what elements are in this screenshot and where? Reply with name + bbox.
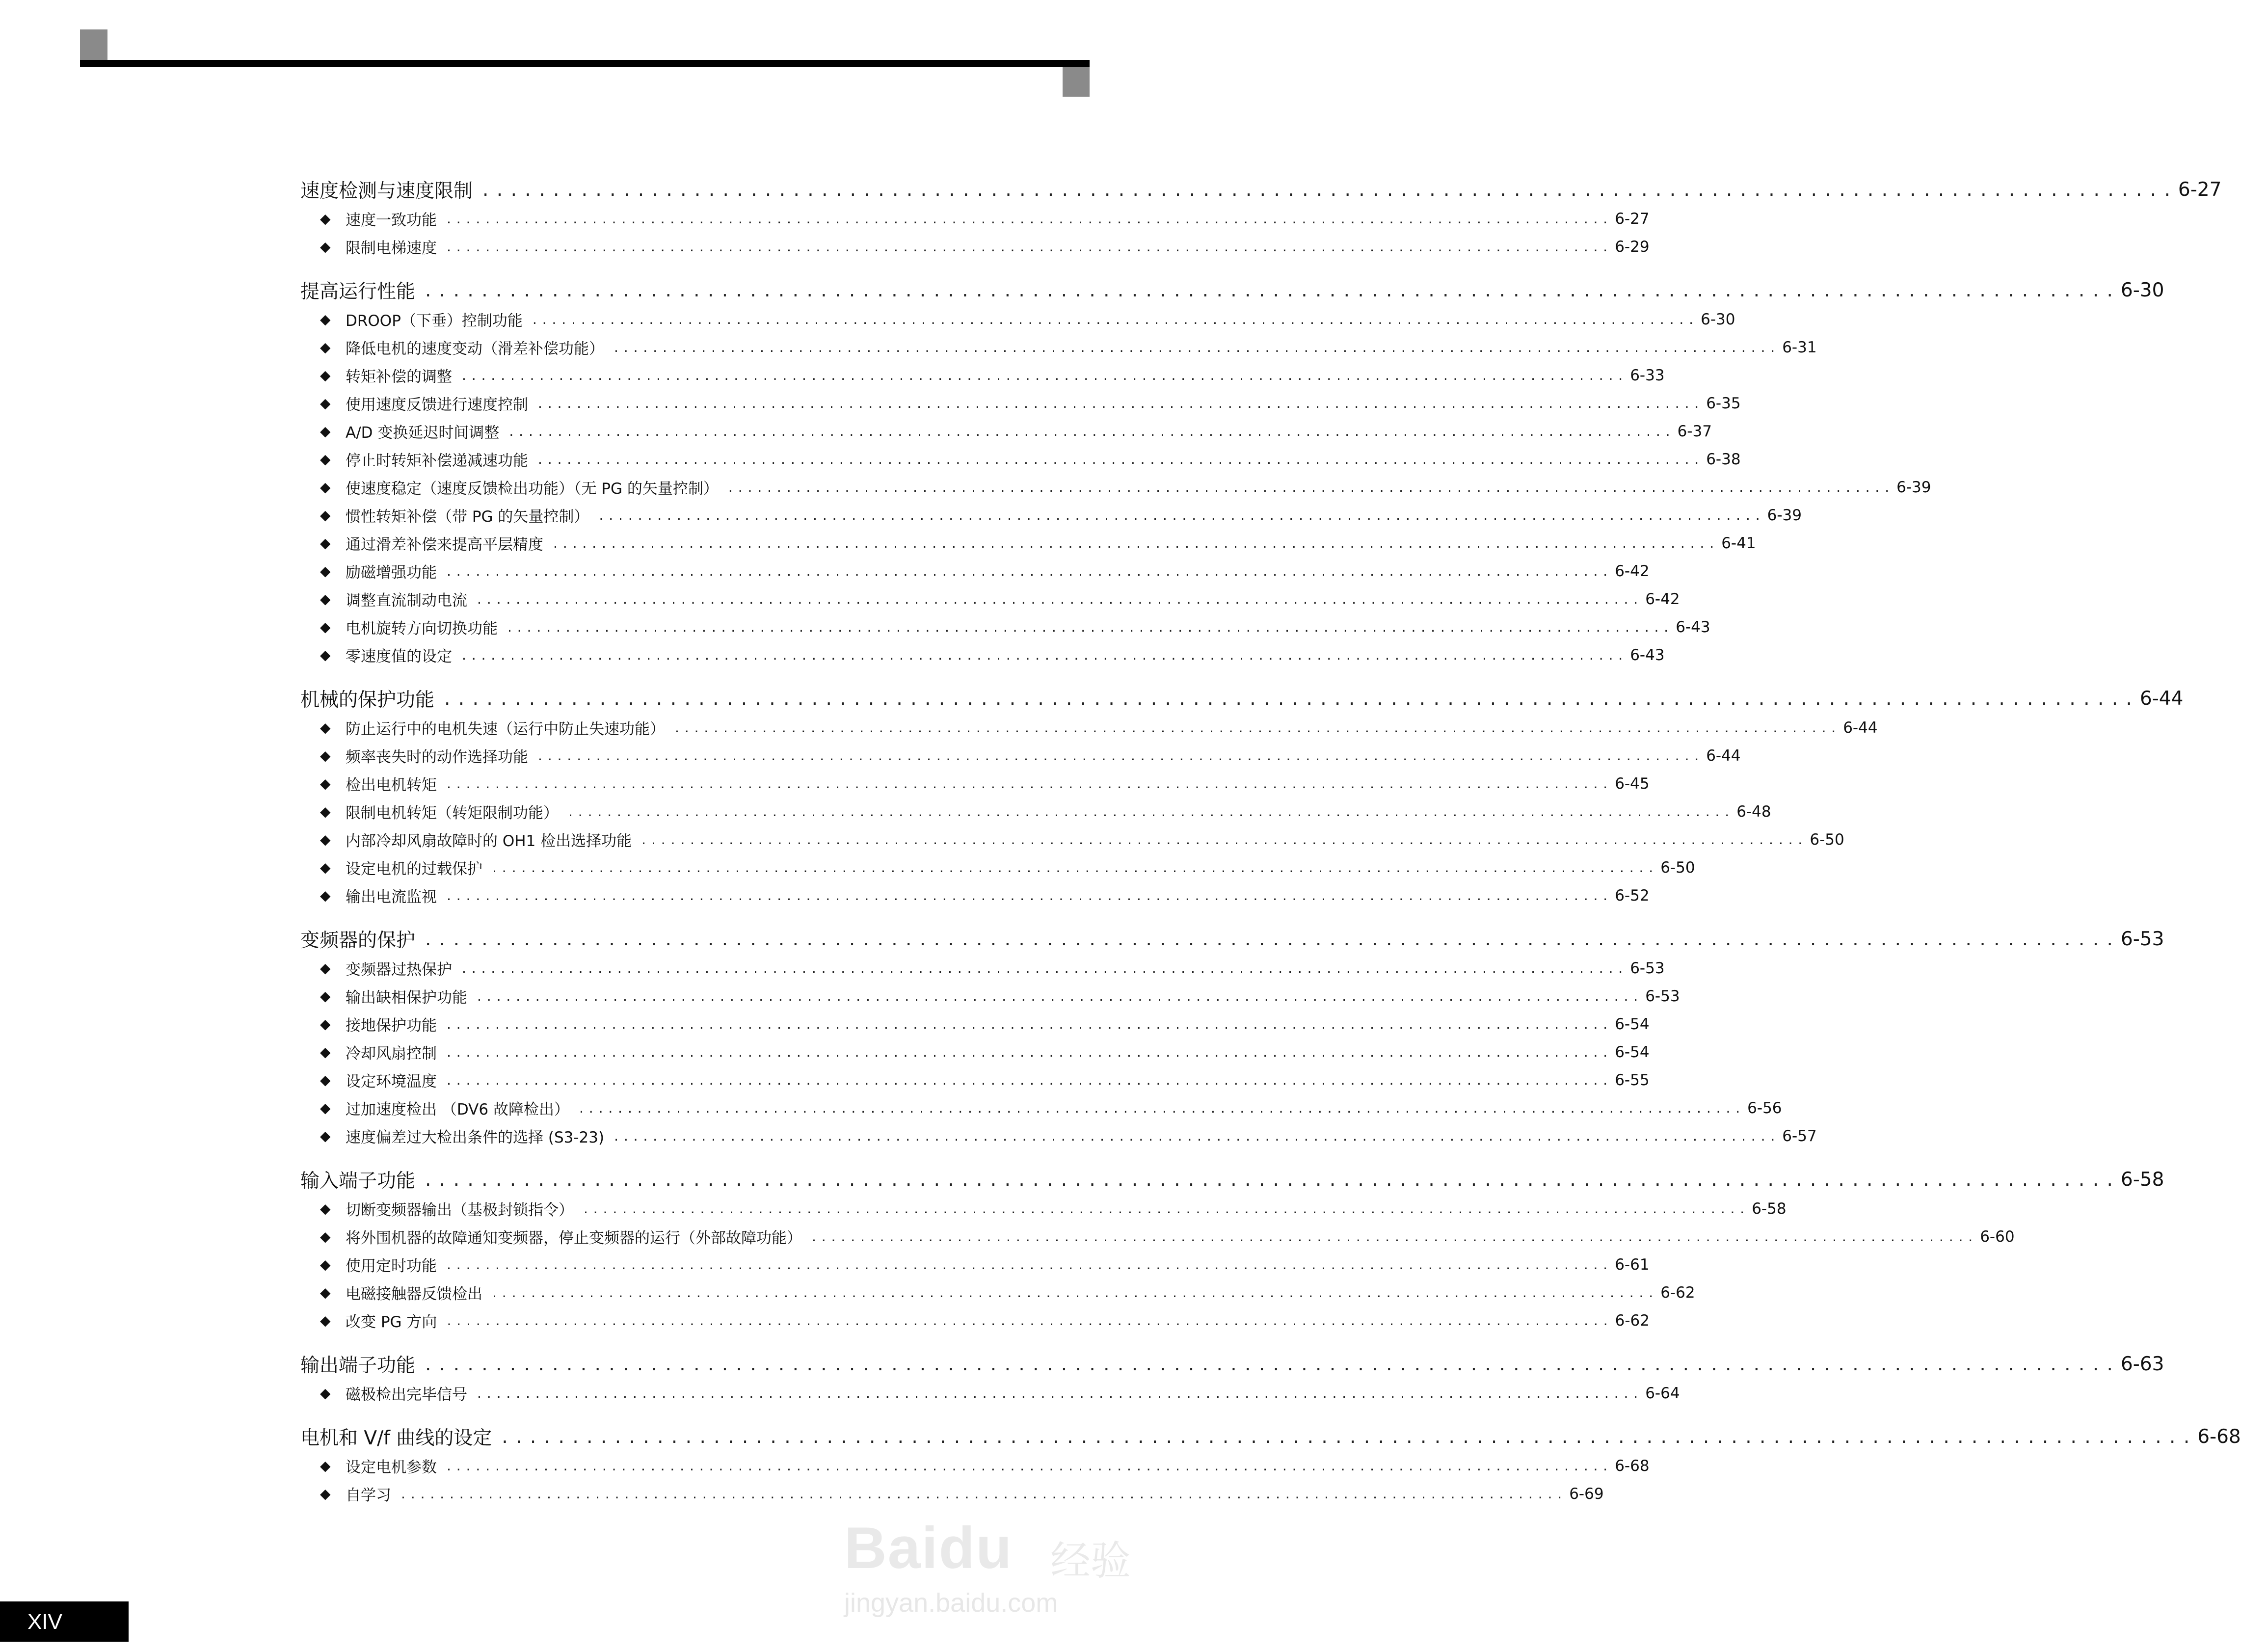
toc-entry[interactable]: [300, 1279, 1695, 1306]
toc-entry-page: 6-48: [1736, 802, 1771, 821]
diamond-bullet-icon: ◆: [320, 1200, 331, 1217]
toc-entry-title: 磁极检出完毕信号: [346, 1386, 467, 1404]
toc-leader-dots: . . . . . . . . . . . . . . . . . . . . . . . . . . . . . . . . . . . . . . . . . . . . . . . . . . . . . . . . . . . . . . . . . . . . . . . . . . . . . . . . . . . . . . . . . . . . . . . . . . . . . . . . . . . . . . . . . . . . . . . .: [492, 859, 1654, 876]
toc-entry-page: 6-57: [1782, 1127, 1817, 1145]
toc-leader-dots: . . . . . . . . . . . . . . . . . . . . . . . . . . . . . . . . . . . . . . . . . . . . . . . . . . . . . . . . . . . . . . . . . . . . . . . . . . . . . . . . . . . . . . . . . . . . . . . . . . . . . . . . . . . . . . . . . . . . . . . .: [447, 887, 1608, 904]
toc-section[interactable]: [300, 924, 2164, 954]
toc-leader-dots: . . . . . . . . . . . . . . . . . . . . . . . . . . . . . . . . . . . . . . . . . . . . . . . . . . . . . . . . . . . . . . . . . . . . . . . . . . . . . . . . . . . . . . . . . . . . . . . . . . . . . . . . . . . . . . . . . . . . . . . .: [507, 619, 1669, 635]
toc-entry-page: 6-35: [1706, 394, 1741, 412]
toc-section-title: 变频器的保护: [300, 930, 416, 952]
toc-entry-title: 使速度稳定（速度反馈检出功能）（无 PG 的矢量控制）: [346, 480, 719, 498]
header-rule: [80, 60, 1090, 67]
toc-leader-dots: . . . . . . . . . . . . . . . . . . . . . . . . . . . . . . . . . . . . . . . . . . . . . . . . . . . . . . . . . . . . . . . . . . . . . . . . . . . . . . . . . . . . . . . . . . . . . . . . . . . . . . . . . . . . . . . . . . . . . . . .: [425, 1353, 2114, 1375]
toc-leader-dots: . . . . . . . . . . . . . . . . . . . . . . . . . . . . . . . . . . . . . . . . . . . . . . . . . . . . . . . . . . . . . . . . . . . . . . . . . . . . . . . . . . . . . . . . . . . . . . . . . . . . . . . . . . . . . . . . . . . . . . . .: [477, 1385, 1639, 1401]
header-marker-right: [1063, 67, 1090, 97]
toc-entry[interactable]: [300, 1223, 2015, 1251]
toc-entry-title: A/D 变换延迟时间调整: [346, 424, 500, 442]
toc-entry[interactable]: [300, 982, 1680, 1010]
toc-entry[interactable]: [300, 1251, 1650, 1279]
toc-entry-title: 切断变频器输出（基极封锁指令）: [346, 1201, 574, 1219]
toc-entry[interactable]: [300, 529, 1756, 557]
diamond-bullet-icon: ◆: [320, 775, 331, 792]
diamond-bullet-icon: ◆: [320, 479, 331, 495]
toc-section[interactable]: [300, 1421, 2241, 1452]
toc-entry[interactable]: [300, 714, 1878, 742]
toc-entry[interactable]: [300, 954, 1665, 982]
toc-entry-page: 6-52: [1615, 886, 1650, 905]
toc-section-title: 输出端子功能: [300, 1355, 416, 1377]
toc-entry-page: 6-68: [1615, 1457, 1650, 1475]
watermark-logo: Baidu: [844, 1515, 1013, 1581]
toc-entry-page: 6-44: [1706, 746, 1741, 765]
toc-section-page: 6-44: [2139, 687, 2184, 710]
toc-section[interactable]: [300, 174, 2222, 205]
diamond-bullet-icon: ◆: [320, 1312, 331, 1329]
toc-entry-title: 限制电梯速度: [346, 240, 437, 257]
toc-leader-dots: . . . . . . . . . . . . . . . . . . . . . . . . . . . . . . . . . . . . . . . . . . . . . . . . . . . . . . . . . . . . . . . . . . . . . . . . . . . . . . . . . . . . . . . . . . . . . . . . . . . . . . . . . . . . . . . . . . . . . . . .: [538, 747, 1700, 764]
diamond-bullet-icon: ◆: [320, 311, 331, 327]
toc-entry-page: 6-42: [1615, 562, 1650, 580]
toc-section-page: 6-63: [2120, 1353, 2164, 1375]
diamond-bullet-icon: ◆: [320, 534, 331, 551]
toc-entry-page: 6-31: [1782, 338, 1817, 356]
toc-entry[interactable]: [300, 1010, 1650, 1038]
toc-leader-dots: . . . . . . . . . . . . . . . . . . . . . . . . . . . . . . . . . . . . . . . . . . . . . . . . . . . . . . . . . . . . . . . . . . . . . . . . . . . . . . . . . . . . . . . . . . . . . . . . . . . . . . . . . . . . . . . . . . . . . . . .: [641, 831, 1803, 848]
diamond-bullet-icon: ◆: [320, 1284, 331, 1301]
toc-section-title: 速度检测与速度限制: [300, 180, 473, 202]
toc-entry[interactable]: [300, 853, 1695, 881]
diamond-bullet-icon: ◆: [320, 506, 331, 523]
toc-leader-dots: . . . . . . . . . . . . . . . . . . . . . . . . . . . . . . . . . . . . . . . . . . . . . . . . . . . . . . . . . . . . . . . . . . . . . . . . . . . . . . . . . . . . . . . . . . . . . . . . . . . . . . . . . . . . . . . . . . . . . . . .: [614, 339, 1776, 355]
diamond-bullet-icon: ◆: [320, 803, 331, 820]
diamond-bullet-icon: ◆: [320, 423, 331, 439]
toc-leader-dots: . . . . . . . . . . . . . . . . . . . . . . . . . . . . . . . . . . . . . . . . . . . . . . . . . . . . . . . . . . . . . . . . . . . . . . . . . . . . . . . . . . . . . . . . . . . . . . . . . . . . . . . . . . . . . . . . . . . . . . . .: [553, 535, 1715, 551]
toc-leader-dots: . . . . . . . . . . . . . . . . . . . . . . . . . . . . . . . . . . . . . . . . . . . . . . . . . . . . . . . . . . . . . . . . . . . . . . . . . . . . . . . . . . . . . . . . . . . . . . . . . . . . . . . . . . . . . . . . . . . . . . . .: [492, 1284, 1654, 1301]
diamond-bullet-icon: ◆: [320, 395, 331, 411]
toc-leader-dots: . . . . . . . . . . . . . . . . . . . . . . . . . . . . . . . . . . . . . . . . . . . . . . . . . . . . . . . . . . . . . . . . . . . . . . . . . . . . . . . . . . . . . . . . . . . . . . . . . . . . . . . . . . . . . . . . . . . . . . . .: [444, 687, 2133, 710]
toc-entry[interactable]: [300, 233, 1650, 261]
toc-entry-page: 6-64: [1645, 1384, 1680, 1402]
toc-entry-page: 6-45: [1615, 774, 1650, 793]
toc-entry-page: 6-56: [1747, 1099, 1782, 1117]
toc-entry[interactable]: [300, 1379, 1680, 1407]
toc-entry-title: 将外围机器的故障通知变频器，停止变频器的运行（外部故障功能）: [346, 1229, 802, 1247]
toc-leader-dots: . . . . . . . . . . . . . . . . . . . . . . . . . . . . . . . . . . . . . . . . . . . . . . . . . . . . . . . . . . . . . . . . . . . . . . . . . . . . . . . . . . . . . . . . . . . . . . . . . . . . . . . . . . . . . . . . . . . . . . . .: [477, 591, 1639, 607]
toc-leader-dots: . . . . . . . . . . . . . . . . . . . . . . . . . . . . . . . . . . . . . . . . . . . . . . . . . . . . . . . . . . . . . . . . . . . . . . . . . . . . . . . . . . . . . . . . . . . . . . . . . . . . . . . . . . . . . . . . . . . . . . . .: [509, 423, 1671, 439]
toc-entry-title: 内部冷却风扇故障时的 OH1 检出选择功能: [346, 832, 632, 850]
watermark: [844, 1514, 1131, 1618]
diamond-bullet-icon: ◆: [320, 1256, 331, 1273]
toc-section-title: 机械的保护功能: [300, 689, 435, 711]
toc-section-title: 电机和 V/f 曲线的设定: [300, 1427, 492, 1449]
toc-entry-title: 变频器过热保护: [346, 961, 452, 979]
toc-entry-title: 电磁接触器反馈检出: [346, 1285, 482, 1303]
toc-entry[interactable]: [300, 305, 1735, 333]
toc-section[interactable]: [300, 683, 2184, 714]
toc-entry-page: 6-53: [1645, 987, 1680, 1005]
toc-entry-title: 励磁增强功能: [346, 564, 437, 582]
diamond-bullet-icon: ◆: [320, 367, 331, 383]
diamond-bullet-icon: ◆: [320, 1228, 331, 1245]
toc-leader-dots: . . . . . . . . . . . . . . . . . . . . . . . . . . . . . . . . . . . . . . . . . . . . . . . . . . . . . . . . . . . . . . . . . . . . . . . . . . . . . . . . . . . . . . . . . . . . . . . . . . . . . . . . . . . . . . . . . . . . . . . .: [568, 803, 1730, 820]
toc-leader-dots: . . . . . . . . . . . . . . . . . . . . . . . . . . . . . . . . . . . . . . . . . . . . . . . . . . . . . . . . . . . . . . . . . . . . . . . . . . . . . . . . . . . . . . . . . . . . . . . . . . . . . . . . . . . . . . . . . . . . . . . .: [812, 1228, 1974, 1245]
toc-entry-title: 零速度值的设定: [346, 648, 452, 666]
toc-entry[interactable]: [300, 361, 1665, 389]
toc-entry-page: 6-50: [1810, 830, 1844, 849]
toc-entry-title: 速度偏差过大检出条件的选择 (S3-23): [346, 1129, 605, 1146]
toc-entry-title: 改变 PG 方向: [346, 1313, 437, 1331]
toc-entry-page: 6-60: [1980, 1227, 2015, 1246]
toc-entry[interactable]: [300, 333, 1817, 361]
toc-entry[interactable]: [300, 1038, 1650, 1066]
diamond-bullet-icon: ◆: [320, 1457, 331, 1474]
toc-entry-title: 速度一致功能: [346, 212, 437, 229]
toc-leader-dots: . . . . . . . . . . . . . . . . . . . . . . . . . . . . . . . . . . . . . . . . . . . . . . . . . . . . . . . . . . . . . . . . . . . . . . . . . . . . . . . . . . . . . . . . . . . . . . . . . . . . . . . . . . . . . . . . . . . . . . . .: [462, 647, 1624, 663]
diamond-bullet-icon: ◆: [320, 1385, 331, 1401]
toc-leader-dots: . . . . . . . . . . . . . . . . . . . . . . . . . . . . . . . . . . . . . . . . . . . . . . . . . . . . . . . . . . . . . . . . . . . . . . . . . . . . . . . . . . . . . . . . . . . . . . . . . . . . . . . . . . . . . . . . . . . . . . . .: [447, 1044, 1608, 1060]
toc-entry-title: 输出电流监视: [346, 888, 437, 906]
toc-section-page: 6-53: [2120, 928, 2164, 950]
diamond-bullet-icon: ◆: [320, 210, 331, 227]
toc-entry[interactable]: [300, 473, 1931, 501]
toc-leader-dots: . . . . . . . . . . . . . . . . . . . . . . . . . . . . . . . . . . . . . . . . . . . . . . . . . . . . . . . . . . . . . . . . . . . . . . . . . . . . . . . . . . . . . . . . . . . . . . . . . . . . . . . . . . . . . . . . . . . . . . . .: [728, 479, 1890, 495]
toc-entry[interactable]: [300, 742, 1741, 770]
diamond-bullet-icon: ◆: [320, 719, 331, 736]
toc-entry[interactable]: [300, 641, 1665, 669]
toc-entry-page: 6-41: [1721, 534, 1756, 552]
diamond-bullet-icon: ◆: [320, 831, 331, 848]
diamond-bullet-icon: ◆: [320, 959, 331, 976]
diamond-bullet-icon: ◆: [320, 1099, 331, 1116]
toc-entry-title: 自学习: [346, 1487, 391, 1504]
toc-entry-page: 6-39: [1767, 506, 1802, 524]
toc-leader-dots: . . . . . . . . . . . . . . . . . . . . . . . . . . . . . . . . . . . . . . . . . . . . . . . . . . . . . . . . . . . . . . . . . . . . . . . . . . . . . . . . . . . . . . . . . . . . . . . . . . . . . . . . . . . . . . . . . . . . . . . .: [447, 1256, 1608, 1273]
diamond-bullet-icon: ◆: [320, 339, 331, 355]
diamond-bullet-icon: ◆: [320, 1015, 331, 1032]
toc-entry-title: 输出缺相保护功能: [346, 989, 467, 1007]
diamond-bullet-icon: ◆: [320, 1485, 331, 1502]
toc-entry-title: 冷却风扇控制: [346, 1045, 437, 1063]
toc-section[interactable]: [300, 1164, 2164, 1195]
toc-leader-dots: . . . . . . . . . . . . . . . . . . . . . . . . . . . . . . . . . . . . . . . . . . . . . . . . . . . . . . . . . . . . . . . . . . . . . . . . . . . . . . . . . . . . . . . . . . . . . . . . . . . . . . . . . . . . . . . . . . . . . . . .: [477, 988, 1639, 1004]
diamond-bullet-icon: ◆: [320, 747, 331, 764]
toc-leader-dots: . . . . . . . . . . . . . . . . . . . . . . . . . . . . . . . . . . . . . . . . . . . . . . . . . . . . . . . . . . . . . . . . . . . . . . . . . . . . . . . . . . . . . . . . . . . . . . . . . . . . . . . . . . . . . . . . . . . . . . . .: [584, 1200, 1745, 1217]
toc-leader-dots: . . . . . . . . . . . . . . . . . . . . . . . . . . . . . . . . . . . . . . . . . . . . . . . . . . . . . . . . . . . . . . . . . . . . . . . . . . . . . . . . . . . . . . . . . . . . . . . . . . . . . . . . . . . . . . . . . . . . . . . .: [502, 1425, 2191, 1448]
toc-section-page: 6-27: [2178, 178, 2222, 201]
toc-entry[interactable]: [300, 557, 1650, 585]
toc-entry-title: 限制电机转矩（转矩限制功能）: [346, 804, 559, 822]
toc-leader-dots: . . . . . . . . . . . . . . . . . . . . . . . . . . . . . . . . . . . . . . . . . . . . . . . . . . . . . . . . . . . . . . . . . . . . . . . . . . . . . . . . . . . . . . . . . . . . . . . . . . . . . . . . . . . . . . . . . . . . . . . .: [447, 1312, 1608, 1329]
diamond-bullet-icon: ◆: [320, 590, 331, 607]
toc-leader-dots: . . . . . . . . . . . . . . . . . . . . . . . . . . . . . . . . . . . . . . . . . . . . . . . . . . . . . . . . . . . . . . . . . . . . . . . . . . . . . . . . . . . . . . . . . . . . . . . . . . . . . . . . . . . . . . . . . . . . . . . .: [538, 451, 1700, 467]
diamond-bullet-icon: ◆: [320, 646, 331, 663]
toc-leader-dots: . . . . . . . . . . . . . . . . . . . . . . . . . . . . . . . . . . . . . . . . . . . . . . . . . . . . . . . . . . . . . . . . . . . . . . . . . . . . . . . . . . . . . . . . . . . . . . . . . . . . . . . . . . . . . . . . . . . . . . . .: [675, 719, 1837, 736]
toc-section-title: 提高运行性能: [300, 281, 416, 303]
toc-entry-title: DROOP（下垂）控制功能: [346, 312, 523, 330]
toc-entry-page: 6-38: [1706, 450, 1741, 468]
page-number: XIV: [27, 1610, 62, 1634]
toc-entry[interactable]: [300, 770, 1650, 798]
toc-entry-title: 设定电机参数: [346, 1459, 437, 1476]
toc-leader-dots: . . . . . . . . . . . . . . . . . . . . . . . . . . . . . . . . . . . . . . . . . . . . . . . . . . . . . . . . . . . . . . . . . . . . . . . . . . . . . . . . . . . . . . . . . . . . . . . . . . . . . . . . . . . . . . . . . . . . . . . .: [447, 1072, 1608, 1088]
diamond-bullet-icon: ◆: [320, 238, 331, 255]
toc-entry[interactable]: [300, 501, 1802, 529]
toc-entry-page: 6-43: [1676, 618, 1710, 636]
toc-entry-title: 使用定时功能: [346, 1257, 437, 1275]
toc-entry[interactable]: [300, 1480, 1604, 1508]
header-marker-left: [80, 29, 107, 60]
diamond-bullet-icon: ◆: [320, 859, 331, 876]
toc-section-page: 6-68: [2197, 1425, 2241, 1448]
toc-entry-page: 6-29: [1615, 238, 1650, 256]
toc-section-title: 输入端子功能: [300, 1170, 416, 1192]
toc-entry-page: 6-27: [1615, 210, 1650, 228]
toc-entry[interactable]: [300, 881, 1650, 909]
toc-leader-dots: . . . . . . . . . . . . . . . . . . . . . . . . . . . . . . . . . . . . . . . . . . . . . . . . . . . . . . . . . . . . . . . . . . . . . . . . . . . . . . . . . . . . . . . . . . . . . . . . . . . . . . . . . . . . . . . . . . . . . . . .: [462, 960, 1624, 976]
toc-entry-title: 降低电机的速度变动（滑差补偿功能）: [346, 340, 604, 358]
toc-entry[interactable]: [300, 1094, 1782, 1122]
toc-entry-page: 6-39: [1896, 478, 1931, 496]
toc-entry-page: 6-62: [1660, 1283, 1695, 1302]
toc-leader-dots: . . . . . . . . . . . . . . . . . . . . . . . . . . . . . . . . . . . . . . . . . . . . . . . . . . . . . . . . . . . . . . . . . . . . . . . . . . . . . . . . . . . . . . . . . . . . . . . . . . . . . . . . . . . . . . . . . . . . . . . .: [425, 928, 2114, 950]
toc-entry-title: 检出电机转矩: [346, 776, 437, 794]
toc-entry[interactable]: [300, 1306, 1650, 1334]
toc-entry-title: 转矩补偿的调整: [346, 368, 452, 386]
toc-leader-dots: . . . . . . . . . . . . . . . . . . . . . . . . . . . . . . . . . . . . . . . . . . . . . . . . . . . . . . . . . . . . . . . . . . . . . . . . . . . . . . . . . . . . . . . . . . . . . . . . . . . . . . . . . . . . . . . . . . . . . . . .: [538, 395, 1700, 411]
toc-entry-page: 6-58: [1752, 1199, 1787, 1218]
table-of-contents: [300, 174, 2241, 1508]
toc-leader-dots: . . . . . . . . . . . . . . . . . . . . . . . . . . . . . . . . . . . . . . . . . . . . . . . . . . . . . . . . . . . . . . . . . . . . . . . . . . . . . . . . . . . . . . . . . . . . . . . . . . . . . . . . . . . . . . . . . . . . . . . .: [447, 1458, 1608, 1474]
toc-entry[interactable]: [300, 1066, 1650, 1094]
toc-entry[interactable]: [300, 205, 1650, 233]
toc-leader-dots: . . . . . . . . . . . . . . . . . . . . . . . . . . . . . . . . . . . . . . . . . . . . . . . . . . . . . . . . . . . . . . . . . . . . . . . . . . . . . . . . . . . . . . . . . . . . . . . . . . . . . . . . . . . . . . . . . . . . . . . .: [462, 367, 1624, 383]
toc-entry-page: 6-33: [1630, 366, 1665, 384]
toc-entry-title: 防止运行中的电机失速（运行中防止失速功能）: [346, 720, 665, 738]
toc-section[interactable]: [300, 275, 2164, 305]
toc-leader-dots: . . . . . . . . . . . . . . . . . . . . . . . . . . . . . . . . . . . . . . . . . . . . . . . . . . . . . . . . . . . . . . . . . . . . . . . . . . . . . . . . . . . . . . . . . . . . . . . . . . . . . . . . . . . . . . . . . . . . . . . .: [447, 1016, 1608, 1032]
toc-entry[interactable]: [300, 798, 1771, 826]
toc-leader-dots: . . . . . . . . . . . . . . . . . . . . . . . . . . . . . . . . . . . . . . . . . . . . . . . . . . . . . . . . . . . . . . . . . . . . . . . . . . . . . . . . . . . . . . . . . . . . . . . . . . . . . . . . . . . . . . . . . . . . . . . .: [425, 1168, 2114, 1191]
toc-entry[interactable]: [300, 613, 1710, 641]
toc-entry-page: 6-43: [1630, 646, 1665, 664]
toc-entry-page: 6-37: [1677, 422, 1712, 440]
toc-leader-dots: . . . . . . . . . . . . . . . . . . . . . . . . . . . . . . . . . . . . . . . . . . . . . . . . . . . . . . . . . . . . . . . . . . . . . . . . . . . . . . . . . . . . . . . . . . . . . . . . . . . . . . . . . . . . . . . . . . . . . . . .: [614, 1128, 1776, 1144]
diamond-bullet-icon: ◆: [320, 562, 331, 579]
toc-section[interactable]: [300, 1349, 2164, 1379]
toc-entry-title: 电机旋转方向切换功能: [346, 620, 498, 638]
toc-leader-dots: . . . . . . . . . . . . . . . . . . . . . . . . . . . . . . . . . . . . . . . . . . . . . . . . . . . . . . . . . . . . . . . . . . . . . . . . . . . . . . . . . . . . . . . . . . . . . . . . . . . . . . . . . . . . . . . . . . . . . . . .: [447, 239, 1608, 255]
toc-entry-page: 6-54: [1615, 1043, 1650, 1061]
toc-entry-title: 使用速度反馈进行速度控制: [346, 396, 528, 414]
diamond-bullet-icon: ◆: [320, 1127, 331, 1144]
toc-entry-title: 过加速度检出 （DV6 故障检出）: [346, 1101, 569, 1119]
toc-entry-title: 停止时转矩补偿递减速功能: [346, 452, 528, 470]
toc-entry-title: 设定环境温度: [346, 1073, 437, 1091]
toc-leader-dots: . . . . . . . . . . . . . . . . . . . . . . . . . . . . . . . . . . . . . . . . . . . . . . . . . . . . . . . . . . . . . . . . . . . . . . . . . . . . . . . . . . . . . . . . . . . . . . . . . . . . . . . . . . . . . . . . . . . . . . . .: [532, 311, 1694, 327]
toc-entry-page: 6-50: [1660, 858, 1695, 877]
toc-entry-page: 6-61: [1615, 1255, 1650, 1274]
toc-entry[interactable]: [300, 417, 1712, 445]
diamond-bullet-icon: ◆: [320, 987, 331, 1004]
toc-entry[interactable]: [300, 826, 1844, 853]
toc-entry-page: 6-30: [1701, 310, 1735, 328]
toc-leader-dots: . . . . . . . . . . . . . . . . . . . . . . . . . . . . . . . . . . . . . . . . . . . . . . . . . . . . . . . . . . . . . . . . . . . . . . . . . . . . . . . . . . . . . . . . . . . . . . . . . . . . . . . . . . . . . . . . . . . . . . . .: [447, 563, 1608, 579]
toc-entry[interactable]: [300, 1195, 1787, 1223]
toc-entry-page: 6-53: [1630, 959, 1665, 977]
diamond-bullet-icon: ◆: [320, 1071, 331, 1088]
toc-leader-dots: . . . . . . . . . . . . . . . . . . . . . . . . . . . . . . . . . . . . . . . . . . . . . . . . . . . . . . . . . . . . . . . . . . . . . . . . . . . . . . . . . . . . . . . . . . . . . . . . . . . . . . . . . . . . . . . . . . . . . . . .: [447, 211, 1608, 227]
toc-leader-dots: . . . . . . . . . . . . . . . . . . . . . . . . . . . . . . . . . . . . . . . . . . . . . . . . . . . . . . . . . . . . . . . . . . . . . . . . . . . . . . . . . . . . . . . . . . . . . . . . . . . . . . . . . . . . . . . . . . . . . . . .: [599, 507, 1761, 523]
toc-entry-title: 调整直流制动电流: [346, 592, 467, 610]
toc-entry-page: 6-55: [1615, 1071, 1650, 1089]
toc-section-page: 6-30: [2120, 279, 2164, 301]
watermark-url: jingyan.baidu.com: [844, 1588, 1058, 1618]
diamond-bullet-icon: ◆: [320, 618, 331, 635]
toc-entry[interactable]: [300, 1122, 1817, 1150]
toc-leader-dots: . . . . . . . . . . . . . . . . . . . . . . . . . . . . . . . . . . . . . . . . . . . . . . . . . . . . . . . . . . . . . . . . . . . . . . . . . . . . . . . . . . . . . . . . . . . . . . . . . . . . . . . . . . . . . . . . . . . . . . . .: [401, 1486, 1563, 1502]
toc-entry-page: 6-42: [1645, 590, 1680, 608]
diamond-bullet-icon: ◆: [320, 1043, 331, 1060]
toc-entry-title: 频率丧失时的动作选择功能: [346, 748, 528, 766]
toc-entry-page: 6-44: [1843, 719, 1878, 737]
toc-leader-dots: . . . . . . . . . . . . . . . . . . . . . . . . . . . . . . . . . . . . . . . . . . . . . . . . . . . . . . . . . . . . . . . . . . . . . . . . . . . . . . . . . . . . . . . . . . . . . . . . . . . . . . . . . . . . . . . . . . . . . . . .: [482, 178, 2171, 201]
toc-entry[interactable]: [300, 1452, 1650, 1480]
toc-leader-dots: . . . . . . . . . . . . . . . . . . . . . . . . . . . . . . . . . . . . . . . . . . . . . . . . . . . . . . . . . . . . . . . . . . . . . . . . . . . . . . . . . . . . . . . . . . . . . . . . . . . . . . . . . . . . . . . . . . . . . . . .: [579, 1100, 1741, 1116]
toc-entry-page: 6-54: [1615, 1015, 1650, 1033]
toc-leader-dots: . . . . . . . . . . . . . . . . . . . . . . . . . . . . . . . . . . . . . . . . . . . . . . . . . . . . . . . . . . . . . . . . . . . . . . . . . . . . . . . . . . . . . . . . . . . . . . . . . . . . . . . . . . . . . . . . . . . . . . . .: [447, 775, 1608, 792]
toc-entry-title: 惯性转矩补偿（带 PG 的矢量控制）: [346, 508, 589, 526]
toc-entry[interactable]: [300, 445, 1741, 473]
toc-entry-title: 设定电机的过载保护: [346, 860, 482, 878]
watermark-logo-cn: 经验: [1050, 1539, 1131, 1583]
diamond-bullet-icon: ◆: [320, 887, 331, 904]
diamond-bullet-icon: ◆: [320, 451, 331, 467]
toc-entry-page: 6-62: [1615, 1311, 1650, 1330]
toc-entry-page: 6-69: [1569, 1485, 1604, 1503]
toc-leader-dots: . . . . . . . . . . . . . . . . . . . . . . . . . . . . . . . . . . . . . . . . . . . . . . . . . . . . . . . . . . . . . . . . . . . . . . . . . . . . . . . . . . . . . . . . . . . . . . . . . . . . . . . . . . . . . . . . . . . . . . . .: [425, 279, 2114, 301]
toc-entry[interactable]: [300, 389, 1741, 417]
toc-section-page: 6-58: [2120, 1168, 2164, 1191]
toc-entry[interactable]: [300, 585, 1680, 613]
toc-entry-title: 通过滑差补偿来提高平层精度: [346, 536, 543, 554]
toc-entry-title: 接地保护功能: [346, 1017, 437, 1035]
footer-page-tab: [0, 1601, 129, 1642]
